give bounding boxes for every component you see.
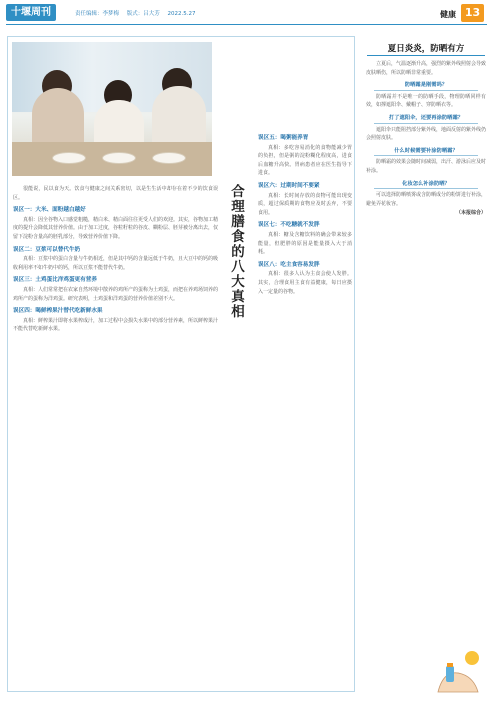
sidebar-intro: 立夏后，气温逐渐升高，强烈的紫外线照射会导致皮肤晒伤，所以防晒非常重要。	[366, 61, 487, 76]
credits	[75, 9, 202, 17]
issue-date: 2022.5.27	[167, 11, 196, 17]
section-body: 真相：鲜榨果汁即将水果榨成汁，加工过程中会损失水果中的部分营养素，所以鲜榨果汁不能代替吃新鲜水果。	[13, 317, 219, 333]
sidebar-heading: 防晒霜是刚需吗？	[374, 81, 478, 91]
section-heading: 误区一：大米、面粉越白越好	[13, 207, 86, 214]
sidebar-column	[366, 60, 486, 218]
section-body: 真相：因全谷物入口感觉粗糙，精白米、精白面往往更受人们的欢迎。其实，谷物加工精度的提升会降低其营养价值。由于加工过度，谷粒籽粒的谷皮、糊粉层、胚芽被分离出去，仅留下淀粉含量高的胚乳部分，导致营养价值下降。	[13, 216, 219, 240]
feature-column-left	[13, 185, 218, 334]
sidebar-rule	[367, 55, 485, 56]
sidebar-body: 可以选择防晒喷雾或含防晒成分的粉饼进行补涂，避免弄花妆容。	[366, 192, 487, 207]
section-heading: 误区二：豆浆可以替代牛奶	[13, 246, 81, 253]
sidebar-heading: 打了遮阳伞，还要再涂防晒霜？	[374, 114, 478, 124]
sidebar-author: （本报综合）	[455, 209, 486, 216]
section-heading: 误区八：吃主食容易发胖	[258, 261, 320, 268]
page-number: 13	[461, 4, 484, 22]
section-heading: 误区四：喝鲜榨果汁替代吃新鲜水果	[13, 308, 103, 315]
section-body: 真相：糖及含糖饮料的确会带来较多能量，但肥胖的原因是能量摄入大于消耗。	[258, 231, 352, 256]
section-name: 健康	[440, 10, 456, 19]
section-heading: 误区五：喝粥能养胃	[258, 135, 309, 141]
section-heading: 误区六：过期时间不要紧	[258, 182, 320, 189]
sidebar-heading: 什么时候需要补涂防晒霜？	[374, 147, 478, 157]
page-header	[0, 0, 493, 26]
sidebar-body: 防晒霜并不是唯一的防晒手段，物理防晒同样有效，如撑遮阳伞、戴帽子、穿防晒衣等。	[366, 93, 486, 109]
section-body: 真相：多吃容易消化的食物能减少胃的负担，但是粥的淀粉糊化程度高，进食后血糖升高快。胃病患者应在医生指导下进食。	[258, 144, 352, 177]
section-heading: 误区七：不吃糖就不发胖	[258, 222, 320, 229]
header-rule	[6, 24, 487, 25]
sidebar-body: 遮阳伞只能阻挡部分紫外线，地面反射的紫外线仍会照射皮肤。	[366, 126, 487, 142]
section-body: 真相：长时间存放的食物可能出现变质，超过保质期的食物应及时丢弃，不要食用。	[258, 192, 352, 216]
feature-column-right	[258, 130, 352, 297]
masthead: 十堰周刊	[6, 4, 56, 21]
sidebar-title: 夏日炎炎，防晒有方	[387, 44, 465, 54]
section-heading: 误区三：土鸡蛋比洋鸡蛋更有营养	[13, 277, 97, 284]
feature-intro: 很能说，民以食为天。饮食与健康之间关系密切，以是生生活中却存在着不少的饮食误区。	[13, 186, 218, 201]
section-body: 真相：很多人认为主食会使人发胖。其实，合理食用主食有益健康，每日应摄入一定量的谷物。	[258, 271, 352, 295]
editor-credit: 责任编辑：李梦梅	[75, 11, 120, 17]
sunscreen-illustration-icon	[432, 648, 484, 696]
feature-title: 合理膳食的八大真相	[231, 184, 245, 320]
sidebar-body: 防晒霜的效果会随时间减弱，出汗、游泳后应及时补涂。	[366, 159, 487, 174]
section-body: 真相：豆浆中的蛋白含量与牛奶相近，但是其中钙的含量远低于牛奶，且大豆中的钙的吸收利用率不如牛奶中的钙，所以豆浆不能替代牛奶。	[13, 256, 219, 271]
sidebar-heading: 化妆怎么补涂防晒？	[374, 180, 478, 190]
section-body: 真相：人们常常把在农家自然环境中散养的鸡所产的蛋称为土鸡蛋，而把在养鸡场饲养的鸡所产的蛋称为洋鸡蛋。研究表明，土鸡蛋和洋鸡蛋的营养价值差别不大。	[13, 286, 219, 302]
designer-credit: 版式：吕大芳	[126, 11, 160, 17]
family-dining-photo	[12, 42, 212, 176]
